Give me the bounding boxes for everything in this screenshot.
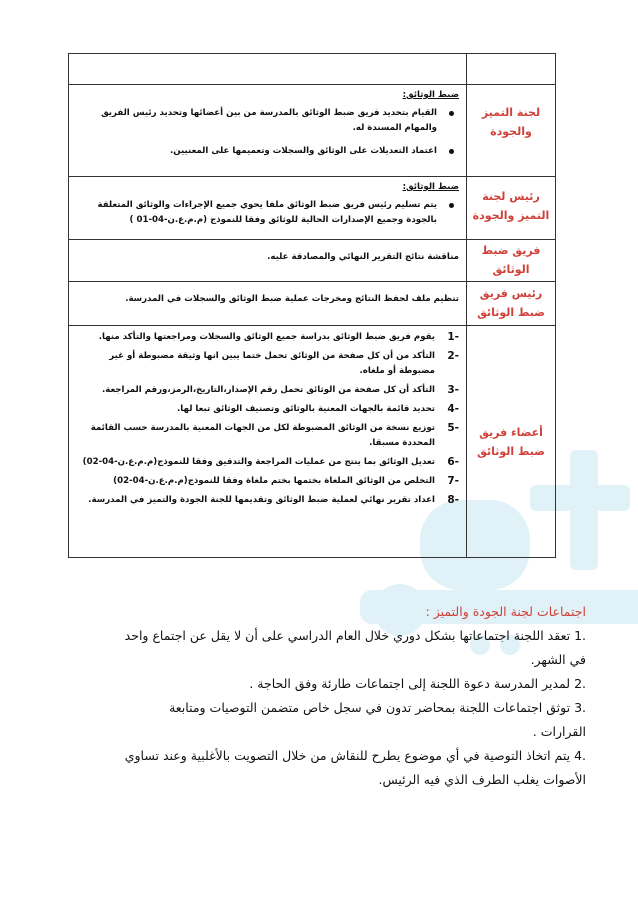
role-label: فريق ضبط الوثائق <box>481 244 541 276</box>
table-row <box>69 240 556 282</box>
item-number: 6- <box>447 456 459 468</box>
list-item <box>77 421 459 451</box>
role-label: لجنة التميز والجودة <box>481 106 541 138</box>
item-text: التأكد من أن كل صفحة من الوثائق تحمل ختما يبين انها وثيقة مضبوطة أو غير مضبوطة أو ملغاه. <box>109 351 435 376</box>
meetings-line: .1 تعقد اللجنة اجتماعاتها بشكل دوري خلال العام الدراسي على أن لا يقل عن اجتماع واحد <box>124 628 586 643</box>
list-item <box>77 402 459 417</box>
row-text: تنظيم ملف لحفظ النتائج ومخرجات عملية ضبط الوثائق والسجلات في المدرسة. <box>125 294 459 304</box>
row-text: مناقشة نتائج التقرير النهائي والمصادقة عليه. <box>267 252 459 262</box>
role-cell <box>467 54 556 85</box>
item-text: يقوم فريق ضبط الوثائق بدراسة جميع الوثائق والسجلات ومراجعتها والتأكد منها. <box>98 332 435 342</box>
section-title: ضبط الوثائق: <box>402 182 459 192</box>
list-item <box>77 349 459 379</box>
item-number: 5- <box>447 422 459 434</box>
numbered-list <box>77 330 459 508</box>
item-text: التخلص من الوثائق الملغاة بختمها بختم ملغاة وفقا للنموذج(م.م.ع.ن-04-02) <box>113 476 435 486</box>
bullet-list <box>77 198 459 228</box>
item-number: 7- <box>447 475 459 487</box>
body-cell <box>69 282 467 326</box>
meetings-line: .4 يتم اتخاذ التوصية في أي موضوع يطرح للنقاش من خلال التصويت بالأغلبية وعند تساوي <box>124 748 586 763</box>
meetings-section <box>120 600 586 792</box>
body-cell <box>69 177 467 240</box>
body-cell <box>69 54 467 85</box>
table-row <box>69 177 556 240</box>
item-text: تعديل الوثائق بما ينتج من عمليات المراجعة والتدقيق وفقا للنموذج(م.م.ع.ن-04-02) <box>82 457 435 467</box>
bullet-item: القيام بتحديد فريق ضبط الوثائق بالمدرسة من بين أعضائها وتحديد رئيس الفريق والمهام المسندة له. <box>77 106 459 136</box>
item-number: 8- <box>447 494 459 506</box>
role-label: رئيس فريق ضبط الوثائق <box>477 287 545 319</box>
meetings-heading: اجتماعات لجنة الجودة والتميز : <box>425 604 586 619</box>
section-title: ضبط الوثائق: <box>402 90 459 100</box>
list-item <box>77 455 459 470</box>
role-cell <box>467 85 556 177</box>
list-item <box>77 493 459 508</box>
item-text: توزيع نسخة من الوثائق المضبوطة لكل من الجهات المعنية بالمدرسة حسب القائمة المحددة مسبقا. <box>90 423 435 448</box>
role-label: أعضاء فريق ضبط الوثائق <box>477 425 545 458</box>
table-row <box>69 326 556 558</box>
table-row <box>69 282 556 326</box>
list-item <box>77 474 459 489</box>
bullet-list <box>77 106 459 159</box>
role-cell <box>467 326 556 558</box>
role-label: رئيس لجنة التميز والجودة <box>472 190 550 222</box>
item-number: 2- <box>447 350 459 362</box>
item-text: تحديد قائمة بالجهات المعنية بالوثائق وتصنيف الوثائق تبعا لها. <box>177 404 435 414</box>
table-row-empty <box>69 54 556 85</box>
role-cell <box>467 177 556 240</box>
body-cell <box>69 85 467 177</box>
body-cell <box>69 326 467 558</box>
meetings-line: .3 توثق اجتماعات اللجنة بمحاضر تدون في سجل خاص متضمن التوصيات ومتابعة القرارات . <box>169 700 586 739</box>
meetings-line: الأصوات يغلب الطرف الذي فيه الرئيس. <box>378 772 586 787</box>
item-number: 4- <box>447 403 459 415</box>
item-number: 1- <box>447 331 459 343</box>
list-item <box>77 383 459 398</box>
table-row <box>69 85 556 177</box>
bullet-item: اعتماد التعديلات على الوثائق والسجلات وتعميمها على المعنيين. <box>77 144 459 159</box>
item-text: اعداد تقرير نهائي لعملية ضبط الوثائق وتقديمها للجنة الجودة والتميز في المدرسة. <box>88 495 435 505</box>
document-table <box>68 53 556 558</box>
item-number: 3- <box>447 384 459 396</box>
bullet-item: يتم تسليم رئيس فريق ضبط الوثائق ملفا يحوي جميع الإجراءات والوثائق المتعلقة بالجودة وجميع الإصدارات الحالية للوثائق وفقا للنموذج (م.م.ع.ن-04-01 ) <box>77 198 459 228</box>
role-cell <box>467 240 556 282</box>
meetings-line: في الشهر. <box>530 652 586 667</box>
body-cell <box>69 240 467 282</box>
list-item <box>77 330 459 345</box>
meetings-line: .2 لمدير المدرسة دعوة اللجنة إلى اجتماعات طارئة وفق الحاجة . <box>249 676 586 691</box>
item-text: التأكد أن كل صفحة من الوثائق تحمل رقم الإصدار،التاريخ،الرمز،ورقم المراجعة. <box>101 385 435 395</box>
role-cell <box>467 282 556 326</box>
